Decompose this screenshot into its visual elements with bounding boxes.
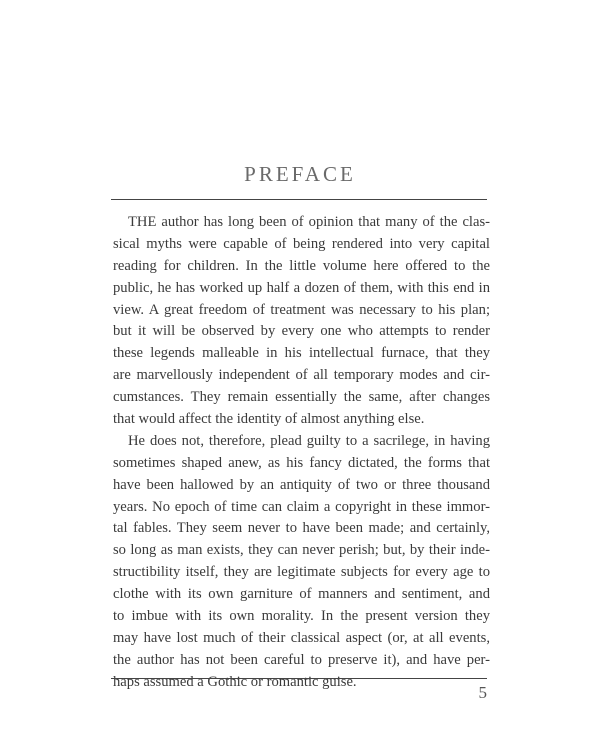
text-line: to imbue with its own morality. In the present version they xyxy=(113,608,490,625)
text-line: but it will be observed by every one who attempts to render xyxy=(113,323,490,340)
text-line: years. No epoch of time can claim a copyright in these immor- xyxy=(113,498,490,515)
text-line: tal fables. They seem never to have been made; and certainly, xyxy=(113,520,490,537)
page-title: PREFACE xyxy=(244,162,356,186)
text-line: cumstances. They remain essentially the same, after changes xyxy=(113,389,490,406)
paragraph-2 xyxy=(113,431,490,694)
text-line: sometimes shaped anew, as his fancy dictated, the forms that xyxy=(113,454,490,471)
paragraph-1 xyxy=(113,212,490,431)
text-line: haps assumed a Gothic or romantic guise. xyxy=(113,673,357,690)
text-line: so long as man exists, they can never perish; but, by their inde- xyxy=(113,542,490,559)
top-rule xyxy=(111,199,487,200)
text-line: reading for children. In the little volume here offered to the xyxy=(113,257,490,274)
text-line: are marvellously independent of all temporary modes and cir- xyxy=(113,367,490,384)
text-line: structibility itself, they are legitimate subjects for every age to xyxy=(113,564,490,581)
text-line: view. A great freedom of treatment was necessary to his plan; xyxy=(113,301,490,318)
text-line: THE author has long been of opinion that many of the clas- xyxy=(128,214,490,230)
page-number: 5 xyxy=(478,683,487,702)
text-line: the author has not been careful to preserve it), and have per- xyxy=(113,651,490,668)
text-line: He does not, therefore, plead guilty to a sacrilege, in having xyxy=(128,432,490,449)
bottom-rule xyxy=(111,678,487,679)
body-text xyxy=(113,212,490,694)
text-line: these legends malleable in his intellectual furnace, that they xyxy=(113,345,490,362)
text-line: public, he has worked up half a dozen of them, with this end in xyxy=(113,279,490,296)
text-line: that would affect the identity of almost anything else. xyxy=(113,411,425,428)
text-line: clothe with its own garniture of manners and sentiment, and xyxy=(113,586,490,603)
text-line: sical myths were capable of being rendered into very capital xyxy=(113,235,490,252)
text-line: have been hallowed by an antiquity of two or three thousand xyxy=(113,476,490,493)
text-line: may have lost much of their classical aspect (or, at all events, xyxy=(113,629,490,646)
